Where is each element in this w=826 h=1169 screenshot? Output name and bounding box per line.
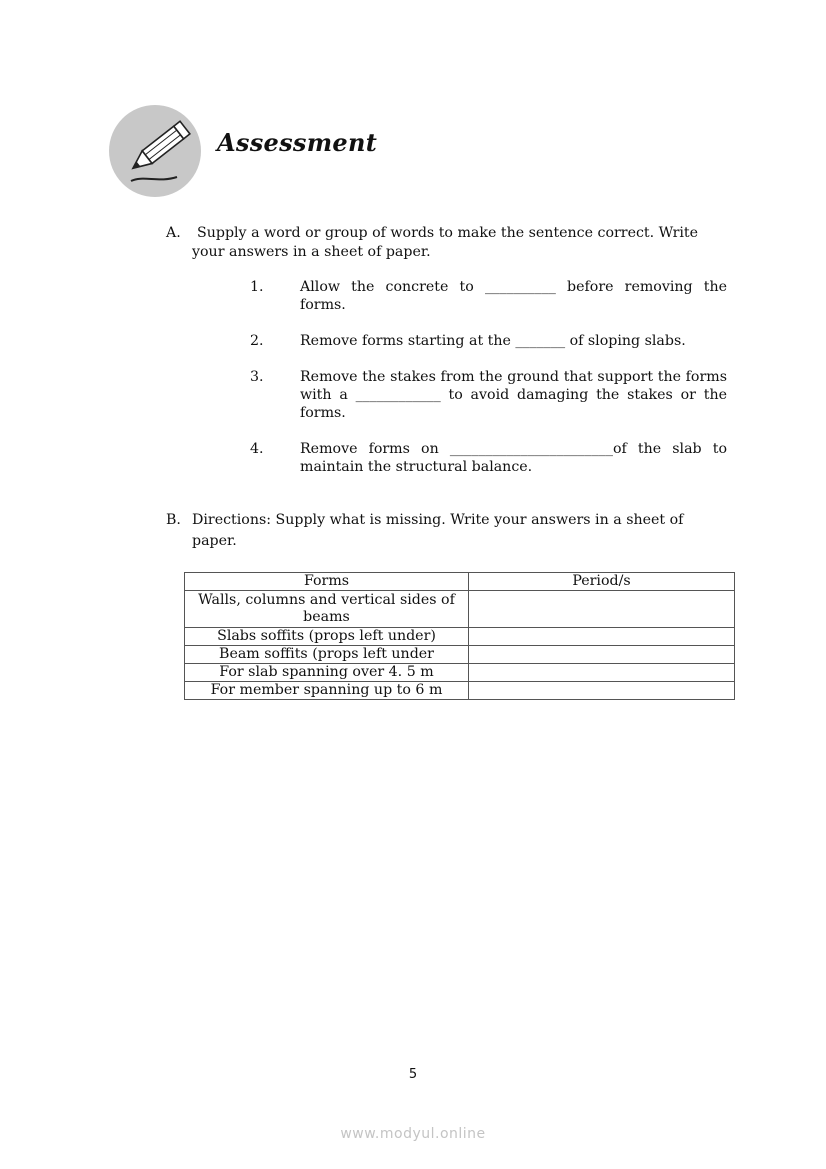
table-row (185, 646, 735, 664)
question-number: 4. (250, 441, 264, 457)
period-cell (469, 628, 735, 646)
section-a-instruction-line1: Supply a word or group of words to make the sentence correct. Write (197, 225, 699, 241)
forms-cell: For member spanning up to 6 m (185, 682, 469, 700)
page-number: 5 (408, 1067, 418, 1082)
question-text: Remove forms starting at the _______ of sloping slabs. (300, 333, 686, 349)
forms-cell: Slabs soffits (props left under) (185, 628, 469, 646)
column-header-period: Period/s (469, 573, 735, 591)
table-row (185, 682, 735, 700)
page-title: Assessment (217, 128, 378, 157)
section-a-instruction-line2: your answers in a sheet of paper. (192, 243, 431, 260)
watermark: www.modyul.online (340, 1126, 486, 1142)
table-header-row (185, 573, 735, 591)
pencil-icon-graphic (109, 105, 201, 197)
period-cell (469, 664, 735, 682)
section-b-instruction-line2: paper. (192, 533, 237, 549)
question-number: 1. (250, 279, 264, 295)
section-b-label: B. (166, 512, 181, 528)
table-row (185, 591, 735, 628)
question-number: 2. (250, 333, 264, 349)
period-cell (469, 682, 735, 700)
forms-cell: Walls, columns and vertical sides of beams (185, 591, 469, 628)
section-b-instruction-line1: Directions: Supply what is missing. Write your answers in a sheet of (192, 512, 684, 528)
forms-cell: Beam soffits (props left under (185, 646, 469, 664)
question-text: Allow the concrete to __________ before removing the forms. (300, 279, 727, 313)
column-header-forms: Forms (185, 573, 469, 591)
question-text: Remove forms on _______________________of the slab to maintain the structural balance. (300, 441, 727, 475)
table-row (185, 628, 735, 646)
period-cell (469, 646, 735, 664)
pencil-icon (109, 105, 201, 197)
forms-cell: For slab spanning over 4. 5 m (185, 664, 469, 682)
section-a-label: A. (166, 225, 181, 241)
table-row (185, 664, 735, 682)
period-cell (469, 591, 735, 628)
question-text: Remove the stakes from the ground that support the forms with a ____________ to avoid damaging the stakes or the forms. (300, 369, 727, 421)
question-number: 3. (250, 369, 264, 385)
forms-period-table (184, 572, 735, 700)
